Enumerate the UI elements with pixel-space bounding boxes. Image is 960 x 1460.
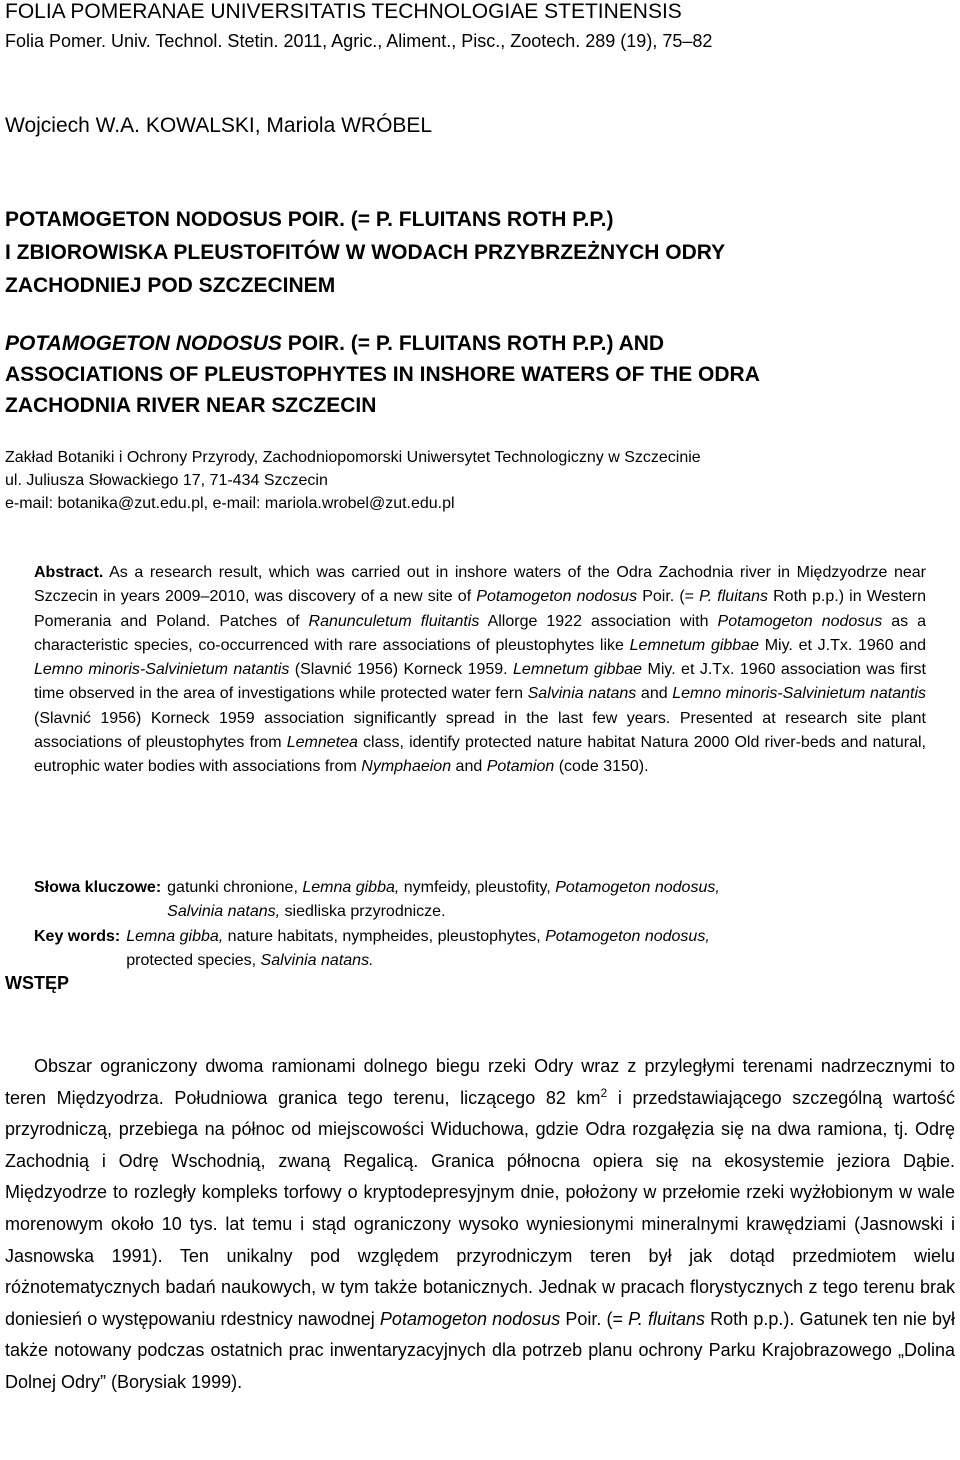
authors: Wojciech W.A. KOWALSKI, Mariola WRÓBEL: [5, 114, 433, 137]
intro-text: Obszar ograniczony dwoma ramionami dolnego biegu rzeki Odry wraz z przyległymi terenami nadrzecznymi to teren Międzyodrza. Południowa granica tego terenu, liczącego 82 km: [5, 1056, 955, 1108]
species-name: Potamogeton nodosus,: [555, 879, 720, 896]
keywords-en-label: Key words:: [34, 928, 121, 945]
abstract-text: class, identify protected nature habitat Natura 2000 Old river-beds and natural, eutrophic water bodies with associations from: [34, 734, 926, 776]
keywords-en-text: [126, 925, 928, 973]
species-name: Nymphaeion: [361, 758, 452, 776]
keywords-polish: [34, 876, 928, 924]
title-en-line-2: ASSOCIATIONS OF PLEUSTOPHYTES IN INSHORE WATERS OF THE ODRA: [5, 363, 760, 386]
section-heading: WSTĘP: [5, 973, 70, 993]
intro-text: Poir. (=: [560, 1308, 629, 1329]
affiliation-department: Zakład Botaniki i Ochrony Przyrody, Zachodniopomorski Uniwersytet Technologiczny w Szczecinie: [5, 449, 701, 466]
species-name: P. fluitans: [628, 1308, 706, 1329]
title-polish: [5, 203, 725, 302]
title-pl-line-1: POTAMOGETON NODOSUS POIR. (= P. FLUITANS ROTH P.P.): [5, 208, 614, 231]
abstract-text: Miy. et J.Tx. 1960 and: [759, 636, 927, 654]
affiliation: [5, 446, 701, 515]
abstract-text: Allorge 1922 association with: [479, 612, 718, 630]
title-en-line-1-rest: POIR. (= P. FLUITANS ROTH P.P.) AND: [281, 332, 665, 355]
abstract-text: and: [451, 758, 487, 776]
keyword-text: protected species,: [126, 952, 261, 969]
title-english: [5, 328, 760, 421]
keywords-english: [34, 925, 928, 973]
abstract-text: Roth p.p.) in Western Pomerania and Poland. Patches of: [34, 588, 927, 630]
species-name: Lemna gibba,: [302, 879, 400, 896]
title-en-species: POTAMOGETON NODOSUS: [5, 332, 282, 355]
keyword-text: nymfeidy, pleustofity,: [399, 879, 556, 896]
keyword-text: siedliska przyrodnicze.: [280, 903, 446, 920]
keyword-text: gatunki chronione,: [167, 879, 303, 896]
species-name: Ranunculetum fluitantis: [308, 612, 480, 630]
title-en-line-3: ZACHODNIA RIVER NEAR SZCZECIN: [5, 394, 377, 417]
abstract: [34, 561, 926, 780]
intro-paragraph: [5, 1051, 955, 1399]
journal-series: FOLIA POMERANAE UNIVERSITATIS TECHNOLOGIAE STETINENSIS: [5, 0, 682, 23]
intro-text: Roth p.p.). Gatunek ten nie był także notowany podczas ostatnich prac inwentaryzacyjnych dla potrzeb planu ochrony Parku Krajobrazowego „Dolina Dolnej Odry” (Borysiak 1999).: [5, 1308, 955, 1392]
affiliation-emails: e-mail: botanika@zut.edu.pl, e-mail: mariola.wrobel@zut.edu.pl: [5, 495, 455, 512]
abstract-text: As a research result, which was carried out in inshore waters of the Odra Zachodnia river in Międzyodrze near Szczecin in years 2009–2010, was discovery of a new site of: [34, 564, 926, 606]
abstract-text: Miy. et J.Tx. 1960 association was first time observed in the area of investigations while protected water fern: [34, 661, 927, 703]
abstract-text: (code 3150).: [554, 758, 649, 776]
species-name: Potamogeton nodosus: [379, 1308, 561, 1329]
title-pl-line-3: ZACHODNIEJ POD SZCZECINEM: [5, 274, 336, 297]
abstract-text: and: [636, 685, 673, 703]
intro-text: i przedstawiającego szczególną wartość przyrodniczą, przebiega na północ od miejscowości Widuchowa, gdzie Odra rozgałęzia się na dwa ramiona, tj. Odrę Zachodnią i Odrę Wschodnią, zwaną Regalicą. Granica północna opiera się na ekosystemie jeziora Dąbie. Międzyodrze to rozległy kompleks torfowy o kryptodepresyjnym dnie, położony w przełomie rzeki wyżłobionym w wale morenowym około 10 tys. lat temu i stąd ograniczony wysoko wyniesionymi mineralnymi krawędziami (Jasnowski i Jasnowska 1991). Ten unikalny pod względem przyrodniczym teren był jak dotąd przedmiotem wielu różnotematycznych badań naukowych, w tym także botanicznych. Jednak w pracach florystycznych z tego terenu brak doniesień o występowaniu rdestnicy nawodnej: [5, 1087, 955, 1329]
species-name: Lemnetea: [286, 734, 358, 752]
species-name: Potamogeton nodosus: [717, 612, 883, 630]
affiliation-address: ul. Juliusza Słowackiego 17, 71-434 Szczecin: [5, 472, 328, 489]
species-name: Lemno minoris-Salvinietum natantis: [34, 661, 290, 679]
abstract-text: Poir. (=: [637, 588, 700, 606]
species-name: P. fluitans: [699, 588, 768, 606]
title-en-line-1: [5, 328, 760, 359]
species-name: Lemno minoris-Salvinietum natantis: [672, 685, 927, 703]
journal-citation: Folia Pomer. Univ. Technol. Stetin. 2011, Agric., Aliment., Pisc., Zootech. 289 (19), 75–82: [5, 31, 713, 51]
title-pl-line-2: I ZBIOROWISKA PLEUSTOFITÓW W WODACH PRZYBRZEŻNYCH ODRY: [5, 241, 726, 264]
species-name: Lemna gibba,: [126, 928, 224, 945]
keywords-pl-text: [167, 876, 928, 924]
species-name: Lemnetum gibbae: [513, 661, 643, 679]
abstract-label: Abstract.: [34, 564, 104, 581]
species-name: Salvinia natans.: [260, 952, 374, 969]
species-name: Salvinia natans,: [167, 903, 281, 920]
species-name: Potamogeton nodosus,: [545, 928, 710, 945]
superscript: 2: [600, 1085, 608, 1100]
species-name: Lemnetum gibbae: [629, 636, 760, 654]
species-name: Potamogeton nodosus: [476, 588, 638, 606]
species-name: Potamion: [486, 758, 555, 776]
keyword-text: nature habitats, nympheides, pleustophytes,: [223, 928, 546, 945]
species-name: Salvinia natans: [527, 685, 637, 703]
abstract-text: (Slavnić 1956) Korneck 1959 association significantly spread in the last few years. Presented at research site plant associations of pleustophytes from: [34, 709, 926, 752]
abstract-text: as a characteristic species, co-occurrenced with rare associations of pleustophytes like: [34, 612, 927, 654]
keywords-pl-label: Słowa kluczowe:: [34, 879, 162, 896]
abstract-text: (Slavnić 1956) Korneck 1959.: [289, 661, 514, 679]
